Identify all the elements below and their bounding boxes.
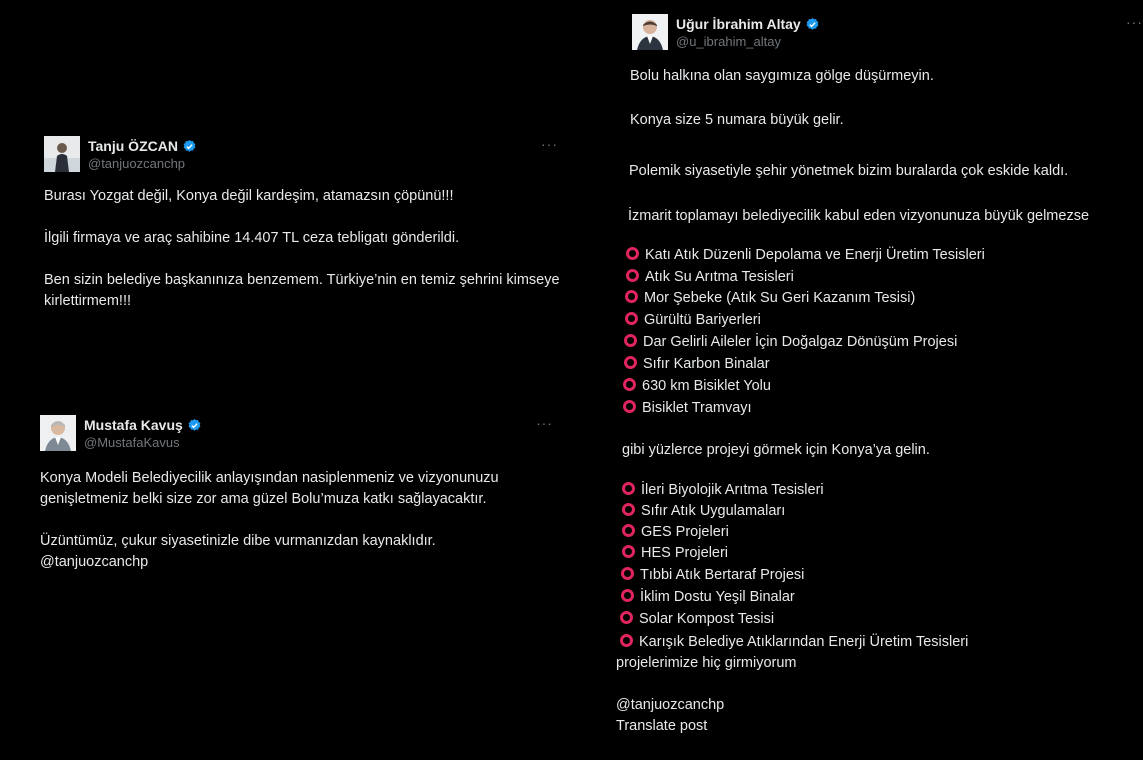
tweet-header — [632, 14, 1143, 54]
mention-link[interactable]: @tanjuozcanchp — [40, 554, 149, 570]
tweet-paragraph: İlgili firmaya ve araç sahibine 14.407 TL ceza tebligatı gönderildi. — [44, 230, 460, 246]
display-name[interactable]: Mustafa Kavuş — [84, 417, 183, 433]
list-item: HES Projeleri — [622, 545, 728, 561]
tweet-text — [40, 468, 550, 573]
verified-badge-icon — [805, 17, 820, 32]
list-item: Dar Gelirli Aileler İçin Doğalgaz Dönüşüm Projesi — [624, 334, 957, 350]
list-item: Atık Su Arıtma Tesisleri — [626, 269, 794, 285]
heavy-large-circle-icon — [625, 312, 638, 325]
heavy-large-circle-icon — [624, 356, 637, 369]
more-options-icon[interactable]: ··· — [536, 415, 553, 431]
tweet-paragraph: Ben sizin belediye başkanınıza benzemem. Türkiye’nin en temiz şehrini kimseye kirlettirmem!!! — [44, 272, 560, 309]
list-item: 630 km Bisiklet Yolu — [623, 378, 771, 394]
name-row — [84, 417, 202, 433]
list-item: GES Projeleri — [622, 524, 729, 540]
heavy-large-circle-icon — [623, 378, 636, 391]
list-item: Tıbbi Atık Bertaraf Projesi — [621, 567, 804, 583]
heavy-large-circle-icon — [624, 334, 637, 347]
tweet-paragraph: Burası Yozgat değil, Konya değil kardeşim, atamazsın çöpünü!!! — [44, 188, 454, 204]
user-handle[interactable]: @MustafaKavus — [84, 435, 180, 450]
avatar[interactable] — [632, 14, 668, 50]
list-item: İklim Dostu Yeşil Binalar — [621, 589, 795, 605]
heavy-large-circle-icon — [620, 611, 633, 624]
heavy-large-circle-icon — [622, 482, 635, 495]
tweet-line: projelerimize hiç girmiyorum — [616, 655, 797, 671]
list-item: Sıfır Atık Uygulamaları — [622, 503, 785, 519]
mention-link[interactable]: @tanjuozcanchp — [616, 697, 725, 713]
more-options-icon[interactable]: ··· — [541, 136, 558, 152]
avatar[interactable] — [44, 136, 80, 172]
tweet-line: Bolu halkına olan saygımıza gölge düşürmeyin. — [630, 68, 934, 84]
user-handle[interactable]: @tanjuozcanchp — [88, 156, 186, 171]
tweet-tanju-ozcan — [44, 136, 564, 309]
display-name[interactable]: Uğur İbrahim Altay — [676, 16, 801, 32]
list-item: Solar Kompost Tesisi — [620, 611, 774, 627]
tweet-paragraph: Üzüntümüz, çukur siyasetinizle dibe vurmanızdan kaynaklıdır. — [40, 533, 436, 549]
verified-badge-icon — [187, 418, 202, 433]
heavy-large-circle-icon — [621, 567, 634, 580]
name-row — [88, 138, 197, 154]
list-item: Gürültü Bariyerleri — [625, 312, 761, 328]
heavy-large-circle-icon — [626, 247, 639, 260]
heavy-large-circle-icon — [622, 503, 635, 516]
list-item: Mor Şebeke (Atık Su Geri Kazanım Tesisi) — [625, 290, 915, 306]
tweet-line: gibi yüzlerce projeyi görmek için Konya’ya gelin. — [622, 442, 930, 458]
heavy-large-circle-icon — [621, 589, 634, 602]
list-item: Sıfır Karbon Binalar — [624, 356, 770, 372]
tweet-line: Polemik siyasetiyle şehir yönetmek bizim buralarda çok eskide kaldı. — [629, 163, 1069, 179]
display-name[interactable]: Tanju ÖZCAN — [88, 138, 178, 154]
heavy-large-circle-icon — [623, 400, 636, 413]
name-row — [676, 16, 820, 32]
tweet-header — [44, 136, 564, 176]
tweet-mustafa-kavus — [40, 415, 560, 570]
heavy-large-circle-icon — [622, 545, 635, 558]
list-item: İleri Biyolojik Arıtma Tesisleri — [622, 482, 824, 498]
heavy-large-circle-icon — [622, 524, 635, 537]
more-options-icon[interactable]: ··· — [1126, 14, 1143, 30]
tweet-line: İzmarit toplamayı belediyecilik kabul eden vizyonunuza büyük gelmezse — [628, 208, 1090, 224]
avatar[interactable] — [40, 415, 76, 451]
list-item: Karışık Belediye Atıklarından Enerji Üretim Tesisleri — [620, 634, 968, 650]
translate-post-link[interactable]: Translate post — [616, 718, 708, 734]
list-item: Bisiklet Tramvayı — [623, 400, 752, 416]
tweet-paragraph: Konya Modeli Belediyecilik anlayışından nasiplenmeniz ve vizyonunuzu genişletmeniz belki size zor ama güzel Bolu’muza katkı sağlayacaktır. — [40, 470, 499, 507]
verified-badge-icon — [182, 139, 197, 154]
heavy-large-circle-icon — [620, 634, 633, 647]
heavy-large-circle-icon — [626, 269, 639, 282]
list-item: Katı Atık Düzenli Depolama ve Enerji Üretim Tesisleri — [626, 247, 985, 263]
heavy-large-circle-icon — [625, 290, 638, 303]
tweet-text — [44, 186, 564, 312]
tweet-header — [40, 415, 560, 455]
tweet-line: Konya size 5 numara büyük gelir. — [630, 112, 844, 128]
tweet-ugur-ibrahim-altay — [616, 14, 1143, 734]
user-handle[interactable]: @u_ibrahim_altay — [676, 34, 781, 49]
